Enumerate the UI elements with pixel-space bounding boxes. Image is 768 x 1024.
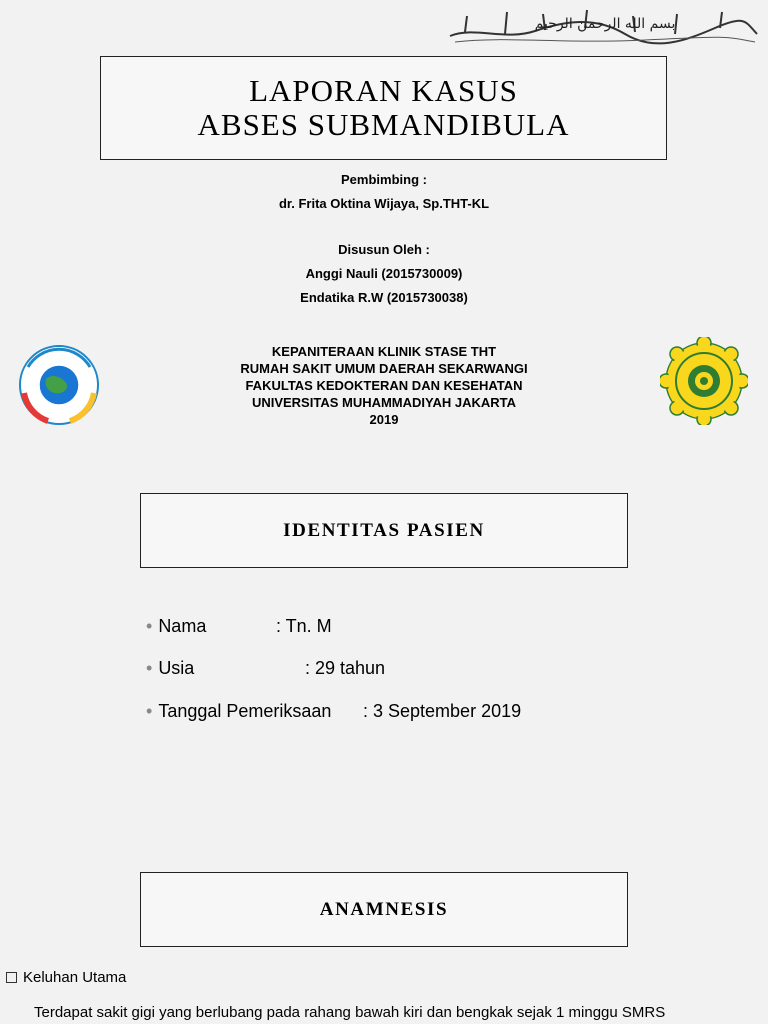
institution-line: KEPANITERAAN KLINIK STASE THT [271,344,497,359]
identitas-heading-box [140,493,628,568]
author-1: Anggi Nauli (2015730009) [305,266,463,281]
field-usia [146,658,194,679]
institution-block [200,343,568,428]
title-line-1: LAPORAN KASUS [249,73,518,108]
basmala-calligraphy [445,6,760,46]
bullet-icon: • [146,701,153,721]
institution-line: FAKULTAS KEDOKTERAN DAN KESEHATAN [245,378,523,393]
keluhan-utama-label: Keluhan Utama [23,969,127,986]
field-label: Usia [158,658,195,678]
pembimbing-label: Pembimbing : [341,172,427,187]
field-nama-value: : Tn. M [276,616,332,636]
bullet-icon: • [146,658,153,678]
title-line-2: ABSES SUBMANDIBULA [197,107,570,142]
disusun-label: Disusun Oleh : [338,242,430,257]
author-2: Endatika R.W (2015730038) [300,290,468,305]
field-tanggal-value: : 3 September 2019 [363,701,522,721]
field-usia-value: : 29 tahun [305,658,386,678]
pembimbing-name: dr. Frita Oktina Wijaya, Sp.THT-KL [278,196,490,211]
field-tanggal [146,701,331,722]
anamnesis-heading: ANAMNESIS [319,898,449,920]
basmala-text: بسم الله الرحمن الرحيم [534,16,676,32]
bullet-icon: • [146,616,153,636]
rs-sekarwangi-logo [18,343,100,427]
fkk-umj-logo [660,337,748,425]
institution-line: UNIVERSITAS MUHAMMADIYAH JAKARTA [251,395,517,410]
checkbox-icon [6,972,17,983]
field-nama [146,616,206,637]
field-label: Tanggal Pemeriksaan [158,701,332,721]
title-box [100,56,667,160]
field-label: Nama [158,616,207,636]
institution-line: RUMAH SAKIT UMUM DAERAH SEKARWANGI [240,361,528,376]
keluhan-utama-text: Terdapat sakit gigi yang berlubang pada rahang bawah kiri dan bengkak sejak 1 minggu SMRS [34,1004,666,1021]
keluhan-utama-row [6,969,126,986]
anamnesis-heading-box [140,872,628,947]
identitas-heading: IDENTITAS PASIEN [283,519,485,541]
institution-year: 2019 [369,412,399,427]
